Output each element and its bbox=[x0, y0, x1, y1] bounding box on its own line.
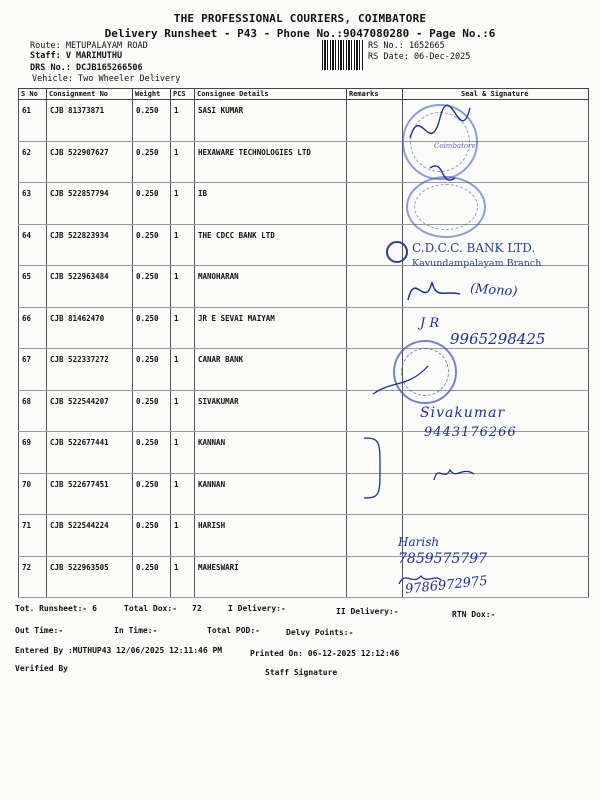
sno-cell: 66 bbox=[19, 307, 47, 349]
col-remarks: Remarks bbox=[347, 89, 403, 100]
consignee-cell: KANNAN bbox=[195, 473, 347, 515]
signature-65 bbox=[400, 270, 470, 315]
handwriting-jr: J R bbox=[420, 316, 440, 331]
handwriting-harish: Harish bbox=[398, 535, 440, 549]
table-row bbox=[19, 556, 589, 598]
consignee-cell: HEXAWARE TECHNOLOGIES LTD bbox=[195, 141, 347, 183]
weight-cell: 0.250 bbox=[133, 515, 171, 557]
tot-runsheet: Tot. Runsheet:- 6 bbox=[15, 604, 97, 613]
sno-cell: 71 bbox=[19, 515, 47, 557]
consignment-cell: CJB 522677451 bbox=[47, 473, 133, 515]
col-consignment: Consignment No bbox=[47, 89, 133, 100]
out-time: Out Time:- bbox=[15, 626, 64, 635]
total-pod: Total POD:- bbox=[207, 626, 260, 635]
handwriting-sivakumar: Sivakumar bbox=[420, 405, 506, 421]
sno-cell: 69 bbox=[19, 432, 47, 474]
table-row bbox=[19, 515, 589, 557]
pcs-cell: 1 bbox=[171, 473, 195, 515]
ii-delivery: II Delivery:- bbox=[336, 607, 399, 616]
weight-cell: 0.250 bbox=[133, 141, 171, 183]
consignment-cell: CJB 522907627 bbox=[47, 141, 133, 183]
signature-61-62 bbox=[400, 98, 480, 198]
remarks-cell bbox=[347, 307, 403, 349]
runsheet-subtitle: Delivery Runsheet - P43 - Phone No.:9047080280 - Page No.:6 bbox=[104, 27, 496, 40]
consignee-cell: THE CDCC BANK LTD bbox=[195, 224, 347, 266]
sno-cell: 62 bbox=[19, 141, 47, 183]
signature-70 bbox=[430, 458, 480, 488]
company-title: THE PROFESSIONAL COURIERS, COIMBATORE bbox=[173, 12, 427, 25]
consignee-cell: MANOHARAN bbox=[195, 266, 347, 308]
remarks-cell bbox=[347, 515, 403, 557]
consignment-cell: CJB 522963484 bbox=[47, 266, 133, 308]
handwriting-phone-71: 7859575797 bbox=[398, 551, 488, 567]
sno-cell: 61 bbox=[19, 100, 47, 142]
total-dox-value: 72 bbox=[192, 604, 202, 613]
stamp-city: Coimbatore bbox=[434, 142, 476, 150]
rs-number: RS No.: 1652665 bbox=[368, 41, 445, 51]
remarks-cell bbox=[347, 266, 403, 308]
handwriting-mono: (Mono) bbox=[469, 281, 518, 300]
table-row bbox=[19, 473, 589, 515]
pcs-cell: 1 bbox=[171, 224, 195, 266]
col-sno: S No bbox=[19, 89, 47, 100]
verified-by: Verified By bbox=[15, 664, 68, 673]
table-row bbox=[19, 183, 589, 225]
staff-signature: Staff Signature bbox=[265, 668, 338, 677]
consignee-cell: SASI KUMAR bbox=[195, 100, 347, 142]
rs-date: RS Date: 06-Dec-2025 bbox=[368, 52, 471, 62]
table-header-row bbox=[19, 89, 589, 100]
consignee-cell: CANAR BANK bbox=[195, 349, 347, 391]
sno-cell: 72 bbox=[19, 556, 47, 598]
col-consignee: Consignee Details bbox=[195, 89, 347, 100]
weight-cell: 0.250 bbox=[133, 432, 171, 474]
i-delivery: I Delivery:- bbox=[228, 604, 286, 613]
consignment-cell: CJB 522963505 bbox=[47, 556, 133, 598]
in-time: In Time:- bbox=[114, 626, 158, 635]
consignment-cell: CJB 81462470 bbox=[47, 307, 133, 349]
remarks-cell bbox=[347, 141, 403, 183]
vehicle-text: Vehicle: Two Wheeler Delivery bbox=[32, 74, 181, 84]
pcs-cell: 1 bbox=[171, 100, 195, 142]
weight-cell: 0.250 bbox=[133, 183, 171, 225]
col-pcs: PCS bbox=[171, 89, 195, 100]
pcs-cell: 1 bbox=[171, 307, 195, 349]
rtn-dox: RTN Dox:- bbox=[452, 610, 496, 619]
consignment-cell: CJB 522544207 bbox=[47, 390, 133, 432]
consignment-cell: CJB 522677441 bbox=[47, 432, 133, 474]
consignment-cell: CJB 81373871 bbox=[47, 100, 133, 142]
pcs-cell: 1 bbox=[171, 515, 195, 557]
sno-cell: 63 bbox=[19, 183, 47, 225]
delvy-points: Delvy Points:- bbox=[286, 628, 354, 637]
remarks-cell bbox=[347, 183, 403, 225]
consignment-cell: CJB 522337272 bbox=[47, 349, 133, 391]
consignee-cell: KANNAN bbox=[195, 432, 347, 474]
entered-by: Entered By :MUTHUP43 12/06/2025 12:11:46 PM bbox=[15, 646, 223, 655]
table-row bbox=[19, 141, 589, 183]
consignee-cell: JR E SEVAI MAIYAM bbox=[195, 307, 347, 349]
table-row bbox=[19, 100, 589, 142]
bracket-mark bbox=[360, 434, 390, 504]
pcs-cell: 1 bbox=[171, 556, 195, 598]
pcs-cell: 1 bbox=[171, 266, 195, 308]
pcs-cell: 1 bbox=[171, 141, 195, 183]
sno-cell: 67 bbox=[19, 349, 47, 391]
consignee-cell: SIVAKUMAR bbox=[195, 390, 347, 432]
total-dox-label: Total Dox:- bbox=[124, 604, 177, 613]
handwriting-phone-72: 9786972975 bbox=[404, 573, 489, 598]
col-signature: Seal & Signature bbox=[403, 89, 589, 100]
consignee-cell: IB bbox=[195, 183, 347, 225]
sno-cell: 70 bbox=[19, 473, 47, 515]
pcs-cell: 1 bbox=[171, 390, 195, 432]
weight-cell: 0.250 bbox=[133, 349, 171, 391]
consignee-cell: MAHESWARI bbox=[195, 556, 347, 598]
signature-67 bbox=[368, 360, 438, 400]
consignee-cell: HARISH bbox=[195, 515, 347, 557]
pcs-cell: 1 bbox=[171, 432, 195, 474]
sno-cell: 68 bbox=[19, 390, 47, 432]
pcs-cell: 1 bbox=[171, 183, 195, 225]
weight-cell: 0.250 bbox=[133, 307, 171, 349]
sno-cell: 65 bbox=[19, 266, 47, 308]
col-weight: Weight bbox=[133, 89, 171, 100]
handwriting-phone-66: 9965298425 bbox=[450, 330, 546, 348]
consignment-cell: CJB 522544224 bbox=[47, 515, 133, 557]
sno-cell: 64 bbox=[19, 224, 47, 266]
weight-cell: 0.250 bbox=[133, 390, 171, 432]
weight-cell: 0.250 bbox=[133, 556, 171, 598]
table-row bbox=[19, 349, 589, 391]
weight-cell: 0.250 bbox=[133, 100, 171, 142]
remarks-cell bbox=[347, 100, 403, 142]
consignment-cell: CJB 522857794 bbox=[47, 183, 133, 225]
printed-on: Printed On: 06-12-2025 12:12:46 bbox=[250, 649, 400, 658]
weight-cell: 0.250 bbox=[133, 266, 171, 308]
bank-logo-icon bbox=[386, 241, 408, 263]
staff-text: Staff: V MARIMUTHU bbox=[30, 51, 123, 61]
drs-number: DRS No.: DCJB165266506 bbox=[30, 63, 143, 73]
handwriting-phone-68: 9443176266 bbox=[424, 425, 517, 440]
route-text: Route: METUPALAYAM ROAD bbox=[30, 41, 148, 51]
pcs-cell: 1 bbox=[171, 349, 195, 391]
bank-seal-branch: Kavundampalayam Branch bbox=[412, 258, 542, 269]
consignment-cell: CJB 522823934 bbox=[47, 224, 133, 266]
weight-cell: 0.250 bbox=[133, 224, 171, 266]
bank-seal-name: C.D.C.C. BANK LTD. bbox=[412, 241, 536, 255]
barcode-image bbox=[322, 40, 364, 70]
weight-cell: 0.250 bbox=[133, 473, 171, 515]
